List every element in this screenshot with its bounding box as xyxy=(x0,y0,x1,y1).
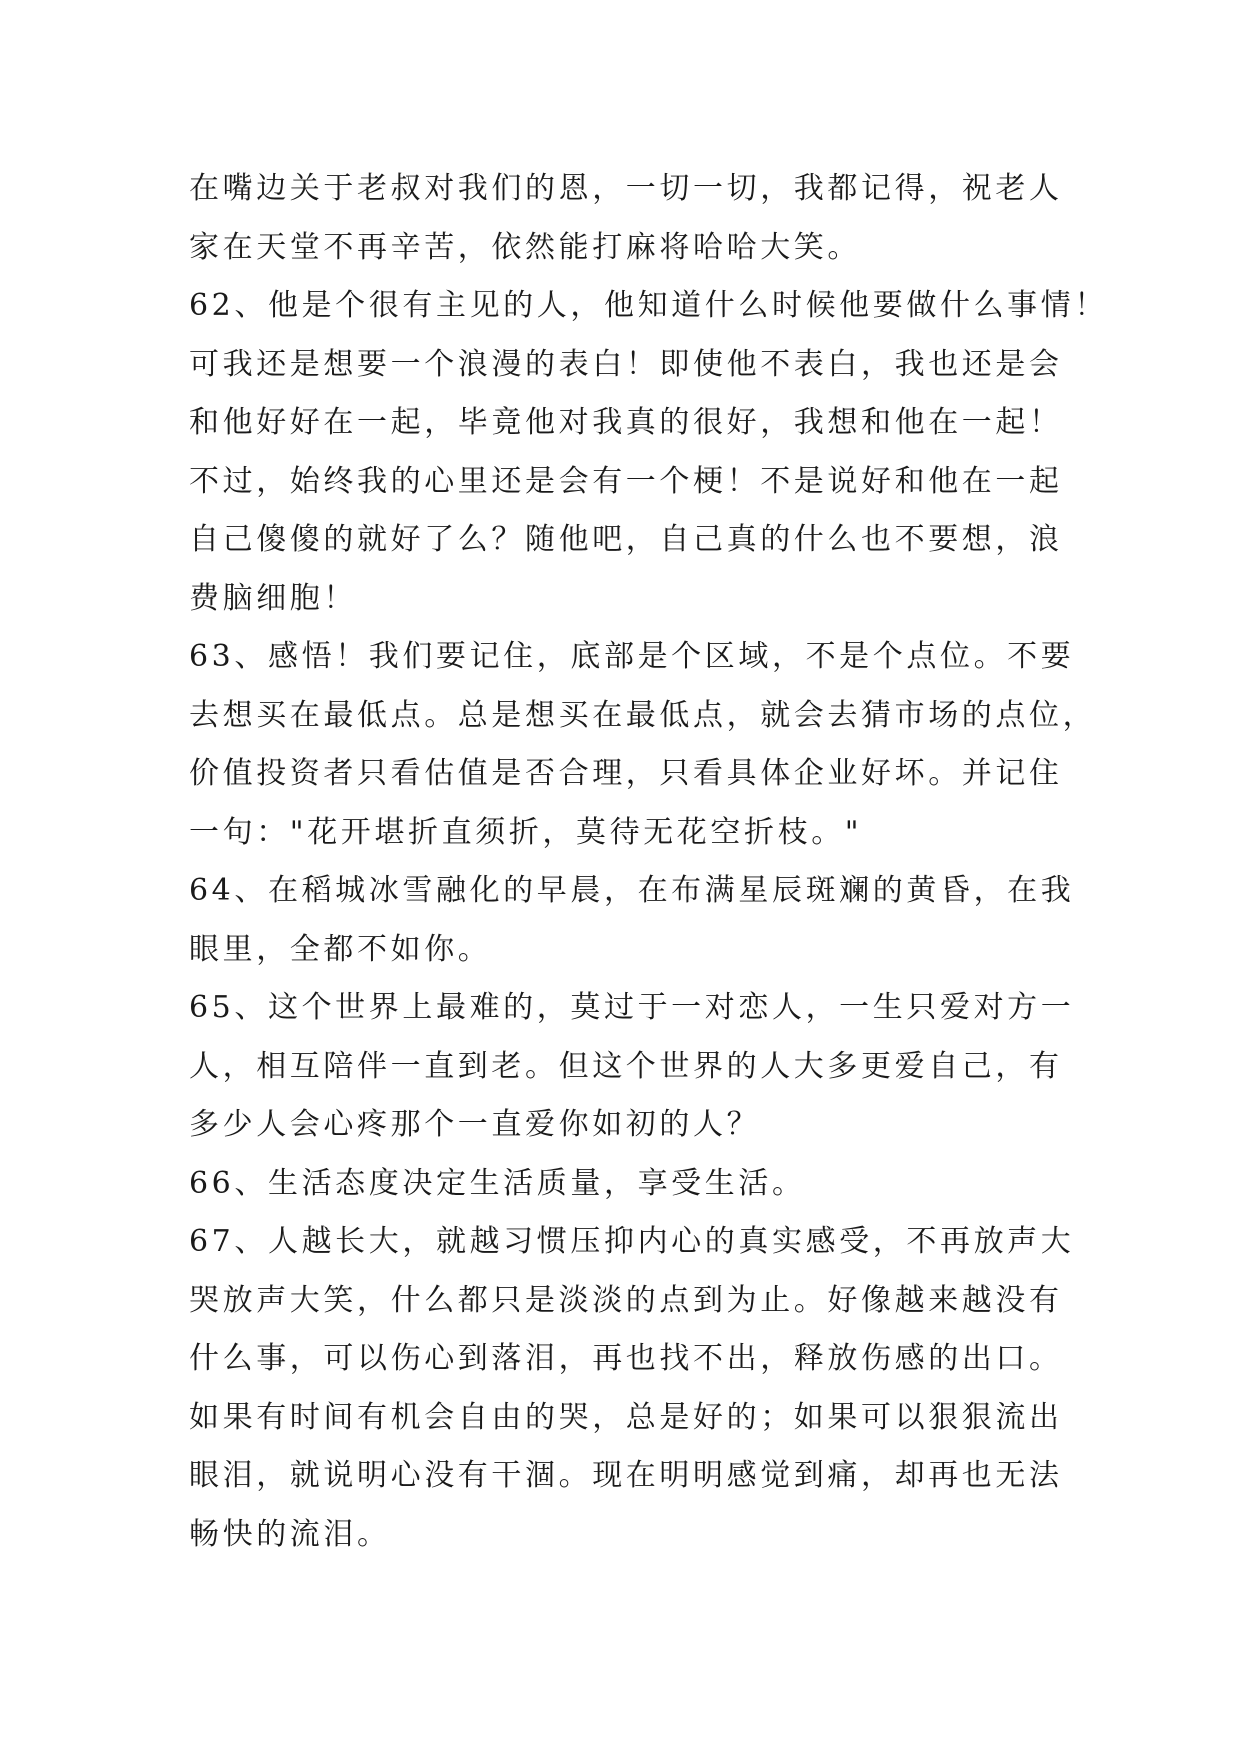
text-line: 67、人越长大，就越习惯压抑内心的真实感受，不再放声大 xyxy=(189,1224,1075,1259)
text-line: 不过，始终我的心里还是会有一个梗！不是说好和他在一起 xyxy=(189,463,1063,499)
text-line: 去想买在最低点。总是想买在最低点，就会去猜市场的点位， xyxy=(189,697,1097,733)
text-line: 如果有时间有机会自由的哭，总是好的；如果可以狠狠流出 xyxy=(189,1399,1063,1435)
text-line: 费脑细胞！ xyxy=(189,580,357,616)
text-line: 多少人会心疼那个一直爱你如初的人？ xyxy=(189,1107,761,1142)
text-line: 眼里，全都不如你。 xyxy=(189,931,492,967)
text-line: 什么事，可以伤心到落泪，再也找不出，释放伤感的出口。 xyxy=(189,1341,1063,1376)
body-text xyxy=(189,160,1108,1564)
text-line: 63、感悟！我们要记住，底部是个区域，不是个点位。不要 xyxy=(189,639,1075,674)
text-line: 62、他是个很有主见的人，他知道什么时候他要做什么事情！ xyxy=(189,288,1108,323)
text-line: 65、这个世界上最难的，莫过于一对恋人，一生只爱对方一 xyxy=(189,990,1075,1025)
text-line: 和他好好在一起，毕竟他对我真的很好，我想和他在一起！ xyxy=(189,405,1063,440)
text-line: 人，相互陪伴一直到老。但这个世界的人大多更爱自己，有 xyxy=(189,1048,1063,1084)
text-line: 在嘴边关于老叔对我们的恩，一切一切，我都记得，祝老人 xyxy=(189,171,1063,206)
text-line: 66、生活态度决定生活质量，享受生活。 xyxy=(189,1165,806,1201)
text-line: 64、在稻城冰雪融化的早晨，在布满星辰斑斓的黄昏，在我 xyxy=(189,873,1075,908)
text-line: 价值投资者只看估值是否合理，只看具体企业好坏。并记住 xyxy=(189,756,1063,791)
text-line: 一句："花开堪折直须折，莫待无花空折枝。" xyxy=(189,814,863,850)
text-line: 家在天堂不再辛苦，依然能打麻将哈哈大笑。 xyxy=(189,229,861,265)
text-line: 自己傻傻的就好了么？随他吧，自己真的什么也不要想，浪 xyxy=(189,522,1063,557)
text-line: 畅快的流泪。 xyxy=(189,1516,391,1552)
text-line: 眼泪，就说明心没有干涸。现在明明感觉到痛，却再也无法 xyxy=(189,1458,1063,1493)
text-line: 可我还是想要一个浪漫的表白！即使他不表白，我也还是会 xyxy=(189,346,1063,382)
text-line: 哭放声大笑，什么都只是淡淡的点到为止。好像越来越没有 xyxy=(189,1282,1063,1318)
